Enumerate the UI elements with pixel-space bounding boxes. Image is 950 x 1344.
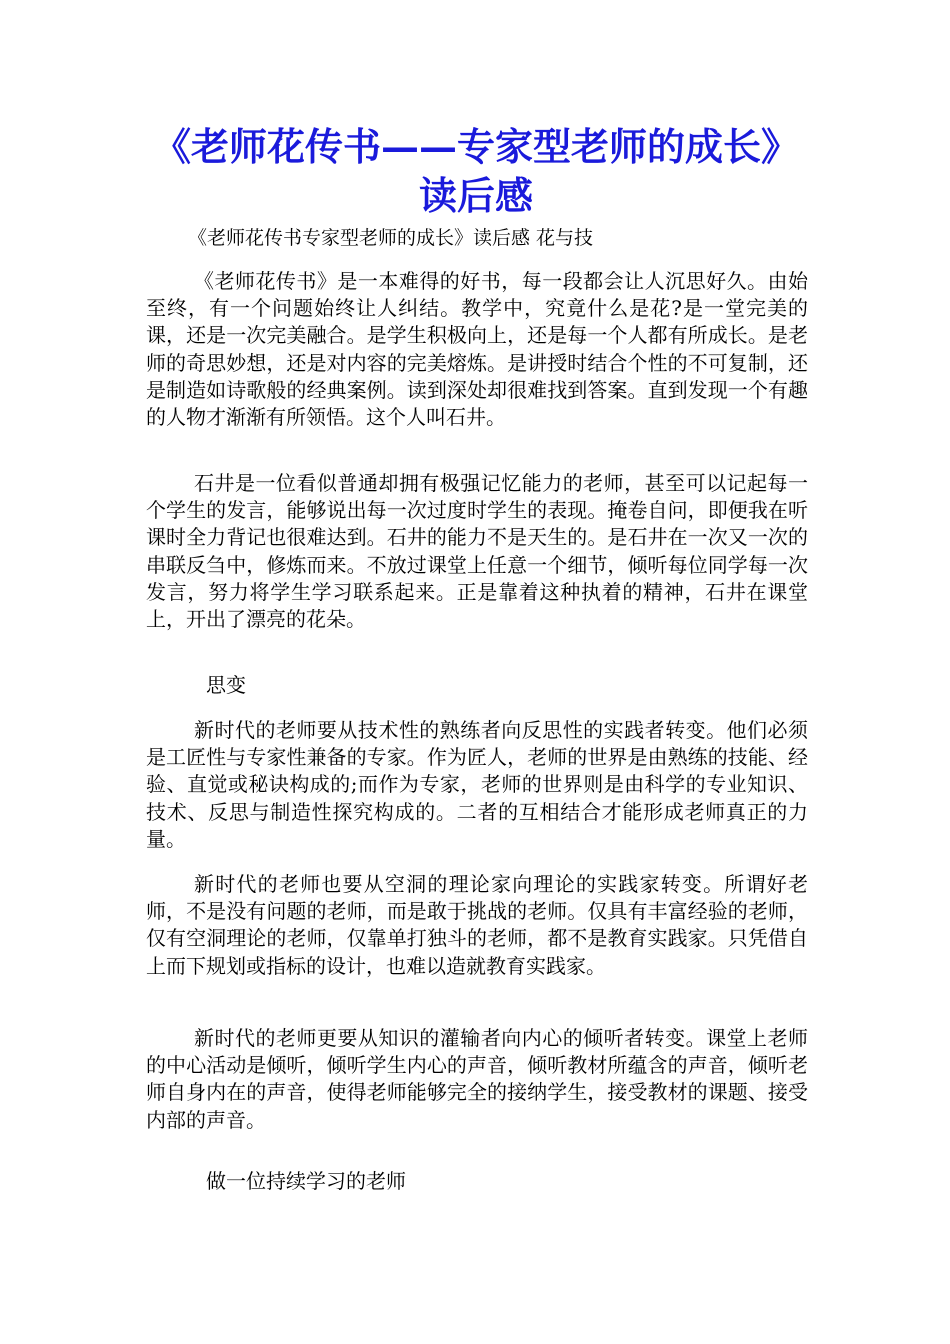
section-heading: 思变 — [206, 673, 246, 697]
paragraph: 新时代的老师也要从空洞的理论家向理论的实践家转变。所谓好老师，不是没有问题的老师，而是敢于挑战的老师。仅具有丰富经验的老师，仅有空洞理论的老师，仅靠单打独斗的老师，都不是教育实践家。只凭借自上而下规划或指标的设计，也难以造就教育实践家。 — [146, 872, 808, 978]
document-subtitle: 《老师花传书专家型老师的成长》读后感 花与技 — [188, 227, 594, 249]
paragraph: 石井是一位看似普通却拥有极强记忆能力的老师，甚至可以记起每一个学生的发言，能够说出每一次过度时学生的表现。掩卷自问，即便我在听课时全力背记也很难达到。石井的能力不是天生的。是石井在一次又一次的串联反刍中，修炼而来。不放过课堂上任意一个细节，倾听每位同学每一次发言，努力将学生学习联系起来。正是靠着这种执着的精神，石井在课堂上，开出了漂亮的花朵。 — [146, 471, 808, 632]
document-title: 《老师花传书——专家型老师的成长》读后感 — [152, 124, 799, 218]
paragraph: 新时代的老师更要从知识的灌输者向内心的倾听者转变。课堂上老师的中心活动是倾听，倾听学生内心的声音，倾听教材所蕴含的声音，倾听老师自身内在的声音，使得老师能够完全的接纳学生，接受教材的课题、接受内部的声音。 — [146, 1026, 808, 1132]
paragraph: 《老师花传书》是一本难得的好书，每一段都会让人沉思好久。由始至终，有一个问题始终让人纠结。教学中，究竟什么是花?是一堂完美的课，还是一次完美融合。是学生积极向上，还是每一个人都有所成长。是老师的奇思妙想，还是对内容的完美熔炼。是讲授时结合个性的不可复制，还是制造如诗歌般的经典案例。读到深处却很难找到答案。直到发现一个有趣的人物才渐渐有所领悟。这个人叫石井。 — [146, 269, 808, 430]
paragraph: 新时代的老师要从技术性的熟练者向反思性的实践者转变。他们必须是工匠性与专家性兼备的专家。作为匠人，老师的世界是由熟练的技能、经验、直觉或秘诀构成的;而作为专家，老师的世界则是由科学的专业知识、技术、反思与制造性探究构成的。二者的互相结合才能形成老师真正的力量。 — [146, 718, 808, 851]
section-heading: 做一位持续学习的老师 — [206, 1169, 406, 1193]
